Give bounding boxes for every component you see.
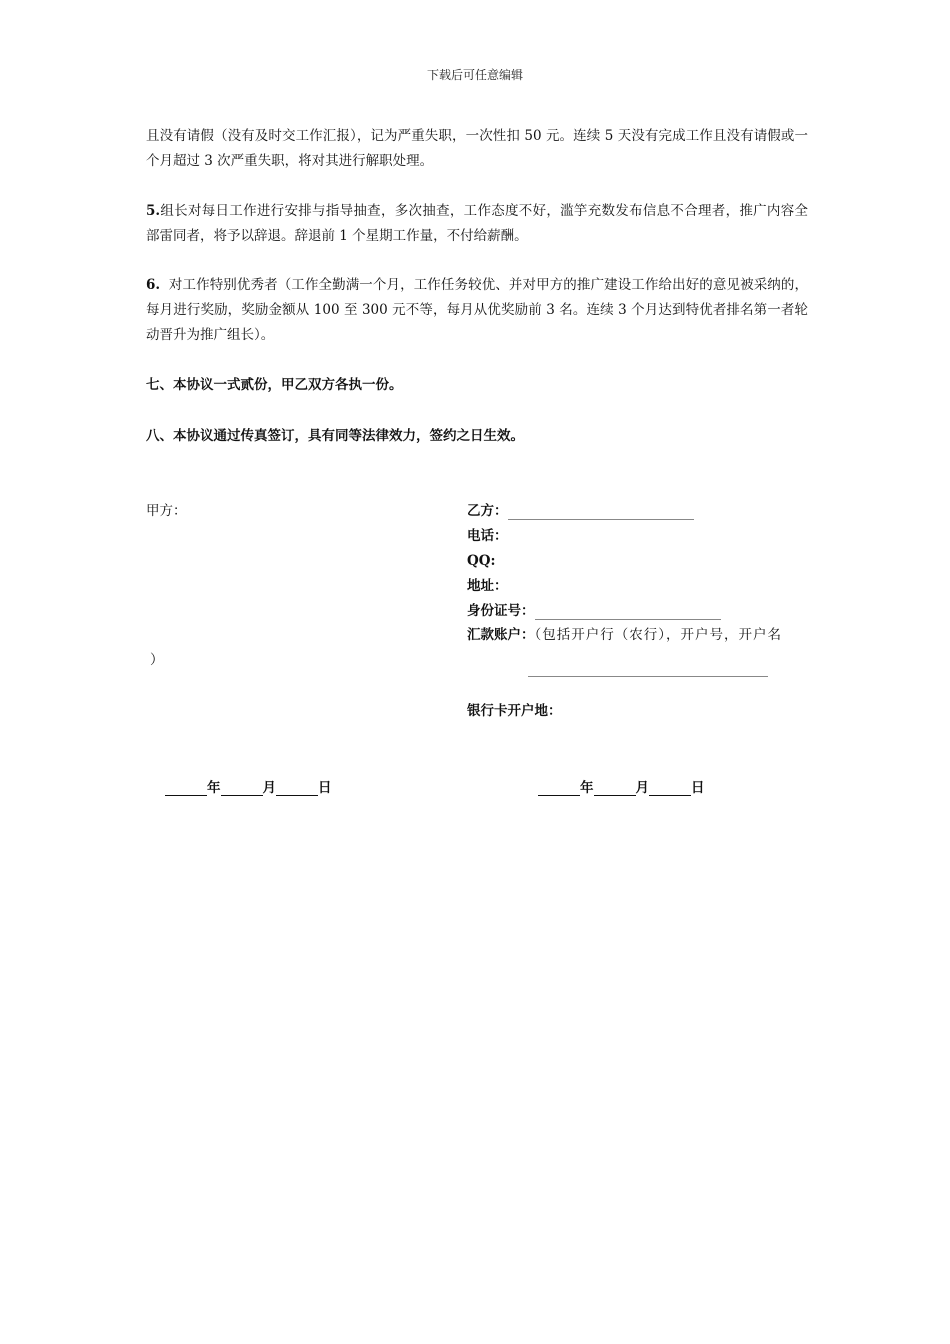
month-blank bbox=[221, 781, 263, 796]
month-blank bbox=[594, 781, 636, 796]
party-b-row bbox=[467, 502, 694, 520]
clause-5 bbox=[146, 199, 808, 249]
section-8: 八、本协议通过传真签订，具有同等法律效力，签约之日生效。 bbox=[146, 428, 524, 444]
id-number-label: 身份证号： bbox=[467, 603, 535, 619]
clause-6-number: 6. bbox=[146, 277, 161, 293]
day-blank bbox=[276, 781, 318, 796]
year-blank bbox=[165, 781, 207, 796]
page-header: 下载后可任意编辑 bbox=[426, 68, 523, 82]
address-label: 地址： bbox=[467, 578, 508, 594]
clause-5-text: 组长对每日工作进行安排与指导抽查，多次抽查，工作态度不好，滥竽充数发布信息不合理者，推广内容全部雷同者，将予以辞退。辞退前 1 个星期工作量，不付给薪酬。 bbox=[146, 203, 808, 244]
month-label: 月 bbox=[262, 780, 276, 796]
party-b-date bbox=[538, 776, 705, 796]
clause-6 bbox=[146, 273, 808, 348]
account-close-paren: ） bbox=[150, 652, 164, 668]
party-b-blank bbox=[508, 505, 694, 520]
account-row bbox=[467, 626, 782, 644]
year-label: 年 bbox=[207, 780, 221, 796]
month-label: 月 bbox=[635, 780, 649, 796]
account-blank-line bbox=[528, 676, 768, 677]
clause-6-text: 对工作特别优秀者（工作全勤满一个月，工作任务较优、并对甲方的推广建设工作给出好的意见被采纳的，每月进行奖励，奖励金额从 100 至 300 元不等，每月从优奖励前 3 名。连续 3 个月达到特优者排名第一者轮动晋升为推广组长）。 bbox=[146, 277, 809, 343]
clause-4-continuation: 且没有请假（没有及时交工作汇报），记为严重失职，一次性扣 50 元。连续 5 天没有完成工作且没有请假或一个月超过 3 次严重失职，将对其进行解职处理。 bbox=[146, 128, 808, 169]
day-label: 日 bbox=[318, 780, 332, 796]
clause-5-number: 5. bbox=[146, 203, 161, 219]
year-blank bbox=[538, 781, 580, 796]
bank-location-label: 银行卡开户地： bbox=[467, 703, 562, 719]
year-label: 年 bbox=[580, 780, 594, 796]
qq-label: QQ: bbox=[467, 553, 496, 569]
party-a-date bbox=[165, 776, 332, 796]
day-label: 日 bbox=[691, 780, 705, 796]
account-label: 汇款账户： bbox=[467, 627, 535, 643]
day-blank bbox=[649, 781, 691, 796]
party-a-label: 甲方： bbox=[146, 503, 187, 519]
id-number-row bbox=[467, 602, 721, 620]
account-note: （包括开户行（农行），开户号，开户名 bbox=[534, 627, 782, 643]
phone-label: 电话： bbox=[467, 528, 508, 544]
party-b-label: 乙方： bbox=[467, 503, 508, 519]
id-number-blank bbox=[535, 605, 721, 620]
section-7: 七、本协议一式贰份，甲乙双方各执一份。 bbox=[146, 377, 403, 393]
